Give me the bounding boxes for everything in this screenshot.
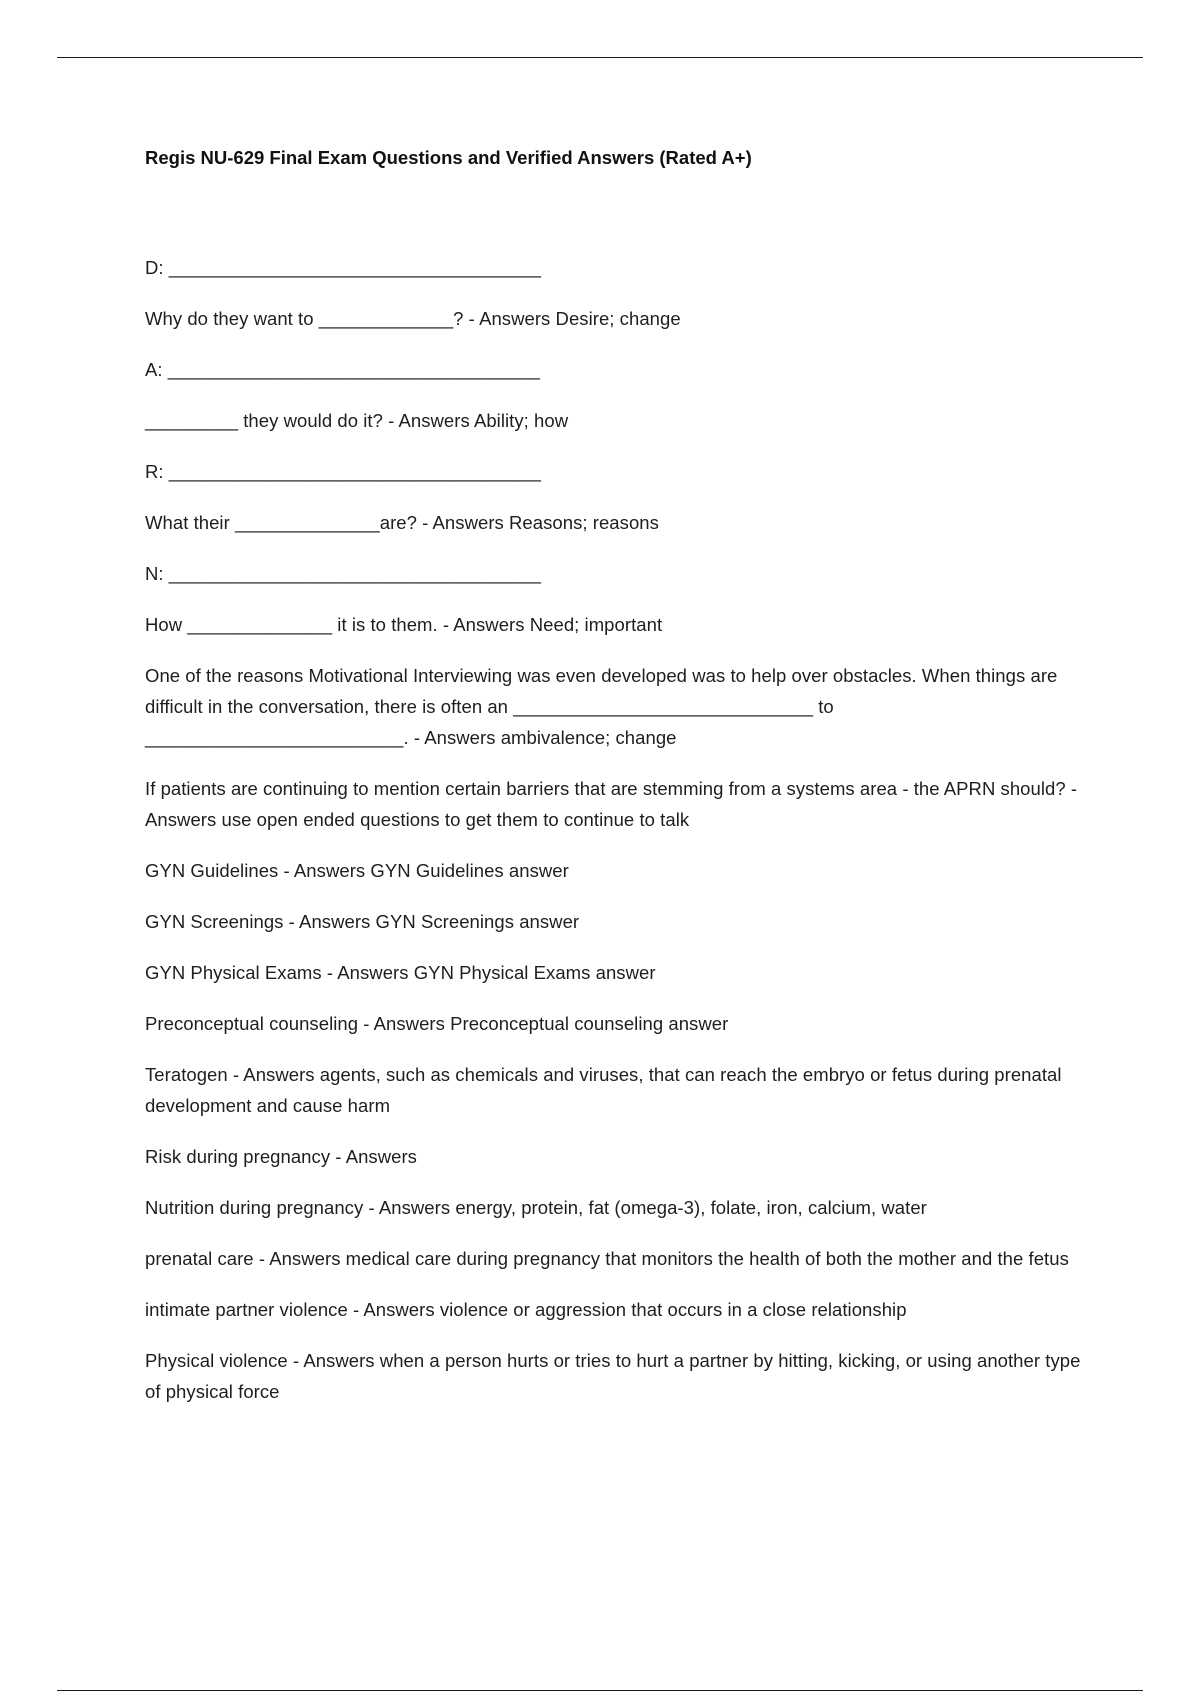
qa-item-reasons: What their ______________are? - Answers Reasons; reasons (145, 512, 659, 533)
qa-item-ability: _________ they would do it? - Answers Ability; how (145, 410, 569, 431)
qa-item-preconceptual-counseling: Preconceptual counseling - Answers Preconceptual counseling answer (145, 1013, 729, 1034)
qa-item-a-blank: A: ____________________________________ (145, 359, 540, 380)
qa-item-intimate-partner-violence: intimate partner violence - Answers violence or aggression that occurs in a close relationship (145, 1299, 907, 1320)
qa-item-desire: Why do they want to _____________? - Answers Desire; change (145, 308, 681, 329)
qa-item-r-blank: R: ____________________________________ (145, 461, 541, 482)
qa-item-gyn-screenings: GYN Screenings - Answers GYN Screenings answer (145, 911, 580, 932)
qa-item-gyn-guidelines: GYN Guidelines - Answers GYN Guidelines answer (145, 860, 569, 881)
qa-item-need: How ______________ it is to them. - Answers Need; important (145, 614, 663, 635)
qa-item-prenatal-care: prenatal care - Answers medical care during pregnancy that monitors the health of both the mother and the fetus (145, 1248, 1069, 1269)
qa-item-d-blank: D: ____________________________________ (145, 257, 541, 278)
qa-item-teratogen: Teratogen - Answers agents, such as chemicals and viruses, that can reach the embryo or fetus during prenatal development and cause harm (145, 1064, 1062, 1116)
document-body (145, 144, 1090, 1427)
qa-item-physical-violence: Physical violence - Answers when a person hurts or tries to hurt a partner by hitting, kicking, or using another type of physical force (145, 1350, 1081, 1402)
qa-list (145, 252, 1090, 1407)
page-top-rule (57, 57, 1143, 58)
qa-item-gyn-physical-exams: GYN Physical Exams - Answers GYN Physical Exams answer (145, 962, 656, 983)
page-bottom-rule (57, 1690, 1143, 1691)
document-title: Regis NU-629 Final Exam Questions and Verified Answers (Rated A+) (145, 147, 752, 168)
qa-item-risk-during-pregnancy: Risk during pregnancy - Answers (145, 1146, 417, 1167)
qa-item-n-blank: N: ____________________________________ (145, 563, 541, 584)
qa-item-nutrition-during-pregnancy: Nutrition during pregnancy - Answers energy, protein, fat (omega-3), folate, iron, calcium, water (145, 1197, 927, 1218)
qa-item-systems-barriers: If patients are continuing to mention certain barriers that are stemming from a systems area - the APRN should? - Answers use open ended questions to get them to continue to talk (145, 778, 1078, 830)
qa-item-motivational-interviewing: One of the reasons Motivational Interviewing was even developed was to help over obstacles. When things are difficult in the conversation, there is often an _____________________________ to _________________________. - Answers ambivalence; change (145, 665, 1058, 748)
